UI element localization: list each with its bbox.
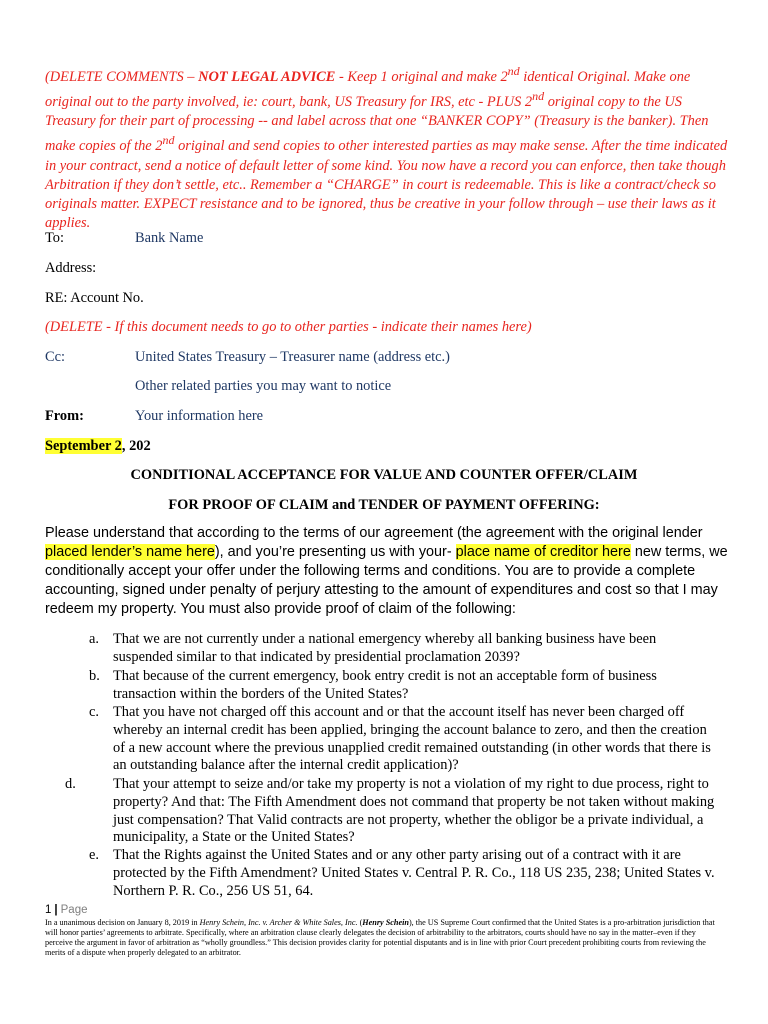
delete-parties-text: (DELETE - If this document needs to go to other parties - indicate their names here) bbox=[45, 319, 532, 335]
not-legal-advice: NOT LEGAL ADVICE bbox=[198, 68, 336, 85]
page-number: 1 bbox=[45, 904, 52, 916]
body-text: ), and you’re presenting us with your- bbox=[214, 544, 456, 560]
cc-line-2 bbox=[45, 377, 391, 395]
superscript: nd bbox=[162, 133, 175, 148]
footnote-case-name: Henry Schein, Inc. v. Archer & White Sales, Inc. bbox=[199, 918, 358, 927]
list-item bbox=[89, 704, 718, 775]
footnote-case-short: Henry Schein bbox=[362, 918, 409, 927]
heading-proof-of-claim: FOR PROOF OF CLAIM and TENDER OF PAYMENT OFFERING: bbox=[168, 497, 600, 513]
list-marker: c. bbox=[89, 704, 99, 720]
list-item bbox=[89, 668, 718, 704]
from-label: From: bbox=[45, 408, 84, 424]
body-text: new terms, we conditionally accept your offer under the following terms and conditions. You are to provide a complete accounting, signed under penalty of perjury attesting to the amount of expenditures and cost so that I may redeem my property. You must also provide proof of claim of the following: bbox=[45, 544, 728, 617]
intro-text: original copy to the US Treasury for their part of processing -- and label across that one “BANKER COPY” (Treasury is the banker). Then make copies of the 2 bbox=[45, 93, 709, 155]
list-item bbox=[65, 776, 718, 847]
heading-conditional-acceptance: CONDITIONAL ACCEPTANCE FOR VALUE AND COUNTER OFFER/CLAIM bbox=[130, 467, 638, 483]
list-item-text: That you have not charged off this account and or that the account itself has never been charged off whereby an internal credit has been applied, bringing the account balance to zero, and then the creation of a new account where the previous unapplied credit remained outstanding (in other words that there is an outstanding balance after the internal credit application)? bbox=[113, 704, 711, 774]
page-footer bbox=[45, 903, 87, 917]
date-line bbox=[45, 437, 151, 455]
list-item-text: That because of the current emergency, book entry credit is not an acceptable form of business transaction within the borders of the United States? bbox=[113, 668, 657, 702]
from-line bbox=[45, 407, 263, 425]
re-line bbox=[45, 289, 144, 307]
footnote-text: ), the US Supreme Court confirmed that the United States is a pro-arbitration jurisdiction that will honor parties’ agreements to arbitrate. Specifically, where an arbitration clause clearly delegates the decision of arbitrability to the arbitrators, courts should have no say in the matter–even if they perceive the argument in favor of arbitration as “wholly groundless.” This decision provides clarity for potential disputants and is in line with prior Court precedent prohibiting courts from reviewing the merits of a dispute when properly delegated to an arbitrator. bbox=[45, 918, 715, 958]
cc-other-parties: Other related parties you may want to notice bbox=[135, 378, 392, 394]
list-item-text: That the Rights against the United States and or any other party arising out of a contract with it are protected by the Fifth Amendment? United States v. Central P. R. Co., 118 US 235, 238; United States v. Northern P. R. Co., 256 US 51, 64. bbox=[113, 847, 715, 899]
cc-treasury: United States Treasury – Treasurer name (address etc.) bbox=[135, 349, 450, 365]
superscript: nd bbox=[507, 64, 520, 78]
list-item bbox=[89, 631, 718, 667]
from-value: Your information here bbox=[135, 408, 264, 424]
creditor-name-placeholder: place name of creditor here bbox=[455, 544, 631, 560]
cc-line bbox=[45, 348, 450, 366]
page-separator: | bbox=[54, 904, 58, 916]
intro-text: - Keep 1 original and make 2 bbox=[335, 68, 508, 85]
date-highlight: September 2 bbox=[45, 438, 122, 454]
footnote-text: In a unanimous decision on January 8, 2019 in bbox=[45, 918, 200, 927]
re-label: RE: Account No. bbox=[45, 290, 144, 306]
footnote-text: ( bbox=[357, 918, 363, 927]
to-value: Bank Name bbox=[135, 230, 204, 246]
intro-text: identical Original. Make one original out to the party involved, ie: court, bank, US Treasury for IRS, etc - PLUS 2 bbox=[45, 68, 691, 110]
page-label: Page bbox=[60, 904, 88, 916]
footnote bbox=[45, 918, 725, 958]
body-paragraph bbox=[45, 524, 735, 619]
list-marker: e. bbox=[89, 847, 99, 863]
date-rest: , 202 bbox=[121, 438, 151, 454]
delete-parties-note bbox=[45, 318, 532, 336]
to-line bbox=[45, 229, 203, 247]
body-text: Please understand that according to the terms of our agreement (the agreement with the original lender bbox=[45, 525, 703, 541]
delete-comments-note bbox=[45, 62, 735, 234]
lender-name-placeholder: placed lender’s name here bbox=[45, 544, 215, 560]
intro-text: (DELETE COMMENTS – bbox=[45, 68, 199, 85]
list-marker: b. bbox=[89, 668, 100, 684]
address-line bbox=[45, 259, 96, 277]
list-item-text: That we are not currently under a national emergency whereby all banking business have been suspended similar to that indicated by presidential proclamation 2039? bbox=[113, 631, 657, 665]
to-label: To: bbox=[45, 230, 64, 246]
cc-label: Cc: bbox=[45, 349, 65, 365]
list-item-text: That your attempt to seize and/or take my property is not a violation of my right to due process, right to property? And that: The Fifth Amendment does not command that property be not taken without making just compensation? That Valid contracts are not property, whether the obligor be a private individual, a municipality, a State or the United States? bbox=[113, 776, 715, 846]
superscript: nd bbox=[532, 89, 545, 104]
list-marker: a. bbox=[89, 631, 99, 647]
list-item bbox=[89, 847, 718, 900]
intro-text: original and send copies to other interested parties as may make sense. After the time indicated in your contract, send a notice of default letter of some kind. You now have a record you can enforce, then take though Arbitration if they don’t settle, etc.. Remember a “CHARGE” in court is redeemable. This is like a contract/check so originals matter. EXPECT resistance and to be ignored, thus be creative in your follow through – use their laws as it applies. bbox=[45, 138, 728, 232]
address-label: Address: bbox=[45, 260, 97, 276]
list-marker: d. bbox=[65, 776, 76, 792]
